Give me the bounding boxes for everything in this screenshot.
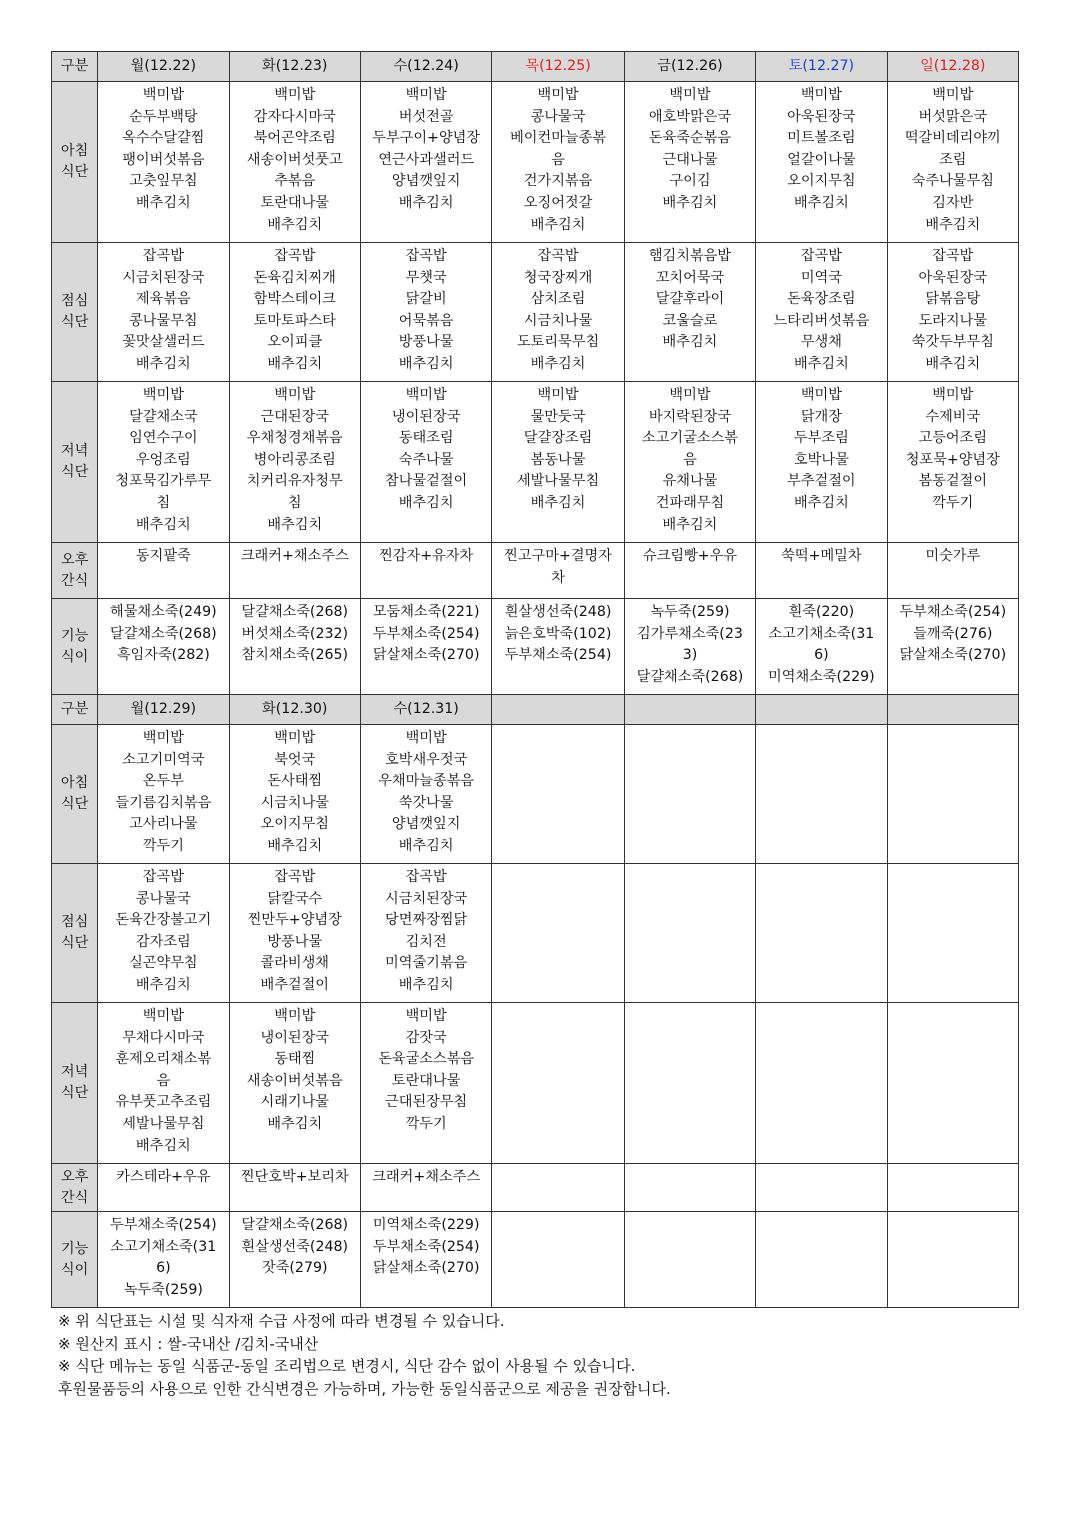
menu-cell: 잡곡밥 시금치된장국 제육볶음 콩나물무침 꽃맛살샐러드 배추김치 (98, 243, 229, 382)
menu-cell: 미역채소죽(229) 두부채소죽(254) 닭살채소죽(270) (360, 1212, 491, 1308)
menu-cell (624, 725, 755, 864)
menu-cell: 백미밥 애호박맑은국 돈육죽순볶음 근대나물 구이김 배추김치 (624, 82, 755, 243)
week2-dinner-row (52, 1003, 1019, 1164)
week1-special-diet-row (52, 599, 1019, 695)
week1-header-row (52, 52, 1019, 82)
week1-snack-row (52, 543, 1019, 599)
menu-cell: 백미밥 버섯전골 두부구이+양념장 연근사과샐러드 양념깻잎지 배추김치 (360, 82, 491, 243)
menu-cell: 백미밥 감잣국 돈육굴소스볶음 토란대나물 근대된장무침 깍두기 (360, 1003, 491, 1164)
row-label-dinner: 저녁 식단 (52, 382, 98, 543)
menu-cell: 햄김치볶음밥 꼬치어묵국 달걀후라이 코울슬로 배추김치 (624, 243, 755, 382)
day-header: 수(12.31) (360, 695, 491, 725)
week1-breakfast-row (52, 82, 1019, 243)
menu-cell: 백미밥 아욱된장국 미트볼조림 얼갈이나물 오이지무침 배추김치 (756, 82, 887, 243)
corner-label: 구분 (52, 695, 98, 725)
menu-cell (492, 1003, 624, 1164)
menu-cell: 미숫가루 (887, 543, 1018, 599)
menu-cell: 백미밥 버섯맑은국 떡갈비데리야끼 조림 숙주나물무침 김자반 배추김치 (887, 82, 1018, 243)
menu-cell: 백미밥 순두부백탕 옥수수달걀찜 팽이버섯볶음 고춧잎무침 배추김치 (98, 82, 229, 243)
row-label-dinner: 저녁 식단 (52, 1003, 98, 1164)
menu-cell: 백미밥 근대된장국 우채청경채볶음 병아리콩조림 치커리유자청무 침 배추김치 (229, 382, 360, 543)
menu-cell: 백미밥 물만둣국 달걀장조림 봄동나물 세발나물무침 배추김치 (492, 382, 624, 543)
menu-cell: 달걀채소죽(268) 버섯채소죽(232) 참치채소죽(265) (229, 599, 360, 695)
menu-cell: 두부채소죽(254) 들깨죽(276) 닭살채소죽(270) (887, 599, 1018, 695)
menu-cell: 잡곡밥 닭칼국수 찐만두+양념장 방풍나물 콜라비생채 배추겉절이 (229, 864, 360, 1003)
menu-cell (624, 864, 755, 1003)
meal-plan-table (51, 51, 1019, 1308)
menu-cell (492, 1212, 624, 1308)
menu-cell (624, 1212, 755, 1308)
row-label-snack: 오후 간식 (52, 543, 98, 599)
menu-cell: 백미밥 냉이된장국 동태조림 숙주나물 참나물겉절이 배추김치 (360, 382, 491, 543)
menu-cell: 백미밥 달걀채소국 임연수구이 우엉조림 청포묵김가루무 침 배추김치 (98, 382, 229, 543)
footnote: 후원물품등의 사용으로 인한 간식변경은 가능하며, 가능한 동일식품군으로 제공을 권장합니다. (58, 1379, 671, 1398)
menu-cell: 잡곡밥 무챗국 닭갈비 어묵볶음 방풍나물 배추김치 (360, 243, 491, 382)
row-label-special-diet: 기능 식이 (52, 1212, 98, 1308)
menu-cell: 백미밥 감자다시마국 북어곤약조림 새송이버섯풋고 추볶음 토란대나물 배추김치 (229, 82, 360, 243)
menu-cell: 백미밥 냉이된장국 동태찜 새송이버섯볶음 시래기나물 배추김치 (229, 1003, 360, 1164)
day-header: 일(12.28) (887, 52, 1018, 82)
menu-cell (756, 1003, 887, 1164)
menu-cell: 잡곡밥 아욱된장국 닭볶음탕 도라지나물 쑥갓두부무침 배추김치 (887, 243, 1018, 382)
menu-cell (756, 1212, 887, 1308)
menu-cell (887, 725, 1018, 864)
footnote: ※ 식단 메뉴는 동일 식품군-동일 조리법으로 변경시, 식단 감수 없이 사용될 수 있습니다. (58, 1357, 636, 1376)
menu-cell: 모둠채소죽(221) 두부채소죽(254) 닭살채소죽(270) (360, 599, 491, 695)
row-label-breakfast: 아침 식단 (52, 725, 98, 864)
week2-special-diet-row (52, 1212, 1019, 1308)
menu-cell: 잡곡밥 시금치된장국 당면짜장찜닭 김치전 미역줄기볶음 배추김치 (360, 864, 491, 1003)
menu-cell: 크래커+채소주스 (229, 543, 360, 599)
menu-cell (887, 864, 1018, 1003)
week2-breakfast-row (52, 725, 1019, 864)
row-label-special-diet: 기능 식이 (52, 599, 98, 695)
menu-cell: 찐감자+유자차 (360, 543, 491, 599)
menu-cell: 쑥떡+메밀차 (756, 543, 887, 599)
menu-cell: 찐단호박+보리차 (229, 1164, 360, 1212)
day-header (756, 695, 887, 725)
menu-cell: 카스테라+우유 (98, 1164, 229, 1212)
week1-lunch-row (52, 243, 1019, 382)
corner-label: 구분 (52, 52, 98, 82)
menu-cell: 잡곡밥 청국장찌개 삼치조림 시금치나물 도토리묵무침 배추김치 (492, 243, 624, 382)
menu-cell (492, 864, 624, 1003)
menu-cell (887, 1212, 1018, 1308)
menu-cell: 흰살생선죽(248) 늙은호박죽(102) 두부채소죽(254) (492, 599, 624, 695)
day-header: 수(12.24) (360, 52, 491, 82)
week2-lunch-row (52, 864, 1019, 1003)
menu-cell: 달걀채소죽(268) 흰살생선죽(248) 잣죽(279) (229, 1212, 360, 1308)
menu-cell: 잡곡밥 미역국 돈육장조림 느타리버섯볶음 무생채 배추김치 (756, 243, 887, 382)
menu-cell (887, 1164, 1018, 1212)
week2-header-row (52, 695, 1019, 725)
menu-cell: 잡곡밥 돈육김치찌개 함박스테이크 토마토파스타 오이피클 배추김치 (229, 243, 360, 382)
menu-cell: 백미밥 콩나물국 베이컨마늘종볶 음 건가지볶음 오징어젓갈 배추김치 (492, 82, 624, 243)
menu-cell: 흰죽(220) 소고기채소죽(31 6) 미역채소죽(229) (756, 599, 887, 695)
menu-cell: 동지팥죽 (98, 543, 229, 599)
menu-cell: 백미밥 바지락된장국 소고기굴소스볶 음 유채나물 건파래무침 배추김치 (624, 382, 755, 543)
menu-cell (756, 725, 887, 864)
day-header: 토(12.27) (756, 52, 887, 82)
menu-cell (756, 864, 887, 1003)
day-header: 월(12.29) (98, 695, 229, 725)
day-header: 목(12.25) (492, 52, 624, 82)
row-label-lunch: 점심 식단 (52, 864, 98, 1003)
menu-cell: 크래커+채소주스 (360, 1164, 491, 1212)
day-header (624, 695, 755, 725)
menu-cell (624, 1003, 755, 1164)
menu-cell (756, 1164, 887, 1212)
menu-cell: 찐고구마+결명자 차 (492, 543, 624, 599)
week1-dinner-row (52, 382, 1019, 543)
menu-cell: 잡곡밥 콩나물국 돈육간장불고기 감자조림 실곤약무침 배추김치 (98, 864, 229, 1003)
menu-cell: 백미밥 닭개장 두부조림 호박나물 부추겉절이 배추김치 (756, 382, 887, 543)
day-header: 화(12.30) (229, 695, 360, 725)
menu-cell (624, 1164, 755, 1212)
menu-cell: 백미밥 북엇국 돈사태찜 시금치나물 오이지무침 배추김치 (229, 725, 360, 864)
menu-cell: 녹두죽(259) 김가루채소죽(23 3) 달걀채소죽(268) (624, 599, 755, 695)
day-header: 금(12.26) (624, 52, 755, 82)
row-label-snack: 오후 간식 (52, 1164, 98, 1212)
menu-cell: 백미밥 무채다시마국 훈제오리채소볶 음 유부풋고추조림 세발나물무침 배추김치 (98, 1003, 229, 1164)
menu-cell: 백미밥 수제비국 고등어조림 청포묵+양념장 봄동겉절이 깍두기 (887, 382, 1018, 543)
menu-cell: 백미밥 호박새우젓국 우채마늘종볶음 쑥갓나물 양념깻잎지 배추김치 (360, 725, 491, 864)
footnote: ※ 위 식단표는 시설 및 식자재 수급 사정에 따라 변경될 수 있습니다. (58, 1312, 505, 1330)
menu-cell: 슈크림빵+우유 (624, 543, 755, 599)
day-header (492, 695, 624, 725)
week2-snack-row (52, 1164, 1019, 1212)
menu-cell: 해물채소죽(249) 달걀채소죽(268) 흑임자죽(282) (98, 599, 229, 695)
row-label-lunch: 점심 식단 (52, 243, 98, 382)
row-label-breakfast: 아침 식단 (52, 82, 98, 243)
menu-cell: 두부채소죽(254) 소고기채소죽(31 6) 녹두죽(259) (98, 1212, 229, 1308)
day-header: 화(12.23) (229, 52, 360, 82)
menu-cell: 백미밥 소고기미역국 온두부 들기름김치볶음 고사리나물 깍두기 (98, 725, 229, 864)
menu-cell (492, 725, 624, 864)
footnotes (58, 1310, 671, 1400)
day-header (887, 695, 1018, 725)
day-header: 월(12.22) (98, 52, 229, 82)
footnote: ※ 원산지 표시 : 쌀-국내산 /김치-국내산 (58, 1334, 319, 1353)
menu-cell (492, 1164, 624, 1212)
menu-cell (887, 1003, 1018, 1164)
